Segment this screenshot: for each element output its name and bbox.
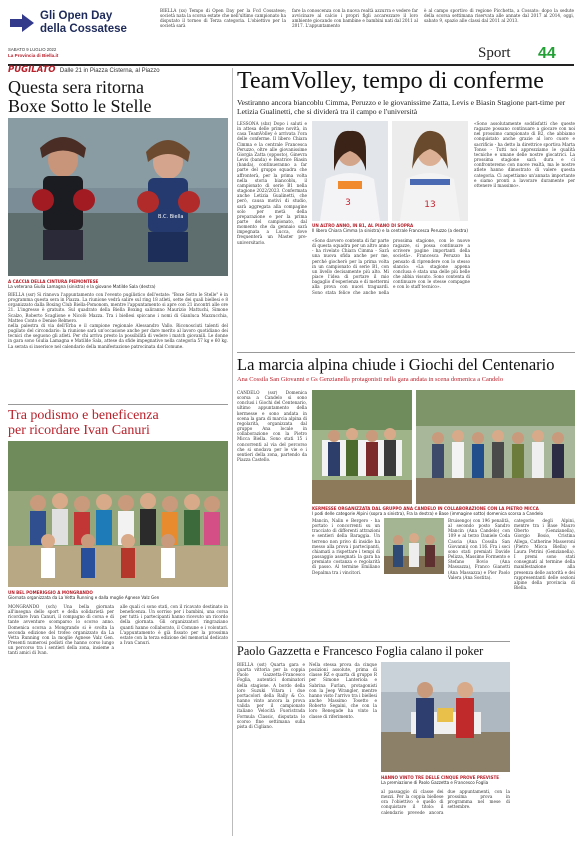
marcia-body-col3: Bruisengo) con 196 penalità, al secondo posto Sandro Mancin (Ana Candelo) con 109 e al terzo Daniele Coda Cascia (Ana Cossila San Giovanni) con 116. Fra i soci sono stati premiati Davide Pelizza, Massimo Formento e Stefano Bovio (Ana Massazza), Franco Gianotti (Ana Massazza) e Pier Paolo Valera (Ana Sostita).: [448, 518, 510, 580]
gazzetta-body-col3: al passaggio di classe dei mezzi. Per la coppia biellese ora l'obiettivo è quello di conquistare il titolo: il calendario prevede ancora due appuntamenti, con la prossima prova in programma nel mese di settembre.: [381, 789, 510, 815]
marcia-headline: La marcia alpina chiude i Giochi del Centenario: [237, 355, 555, 374]
gazzetta-photo: [381, 662, 510, 772]
pugilato-kicker-sub: Dalle 21 in Piazza Cisterna, al Piazzo: [59, 68, 160, 74]
marcia-photo-bottom: [384, 518, 444, 574]
beneficenza-body-col2: alle quali ci sono stati, con il ricavato destinato in beneficenza. Un sorriso per i bambini, una corsa per tutti: i partecipanti hanno ricevuto un ricordo della giornata. Gli organizzatori ringraziano quanti hanno collaborato, il Comune e i volontari. L'appuntamento è già fissato per la prossima estate con la terza edizione del memorial dedicato a Ivan Canuri.: [120, 604, 228, 646]
teamvolley-body-col1: LESSONA (sbz) Dopo i saluti e in attesa delle prime novità, in casa TeamVolley è arrivata l'ora delle conferme. Il libero Chiara Cimma e la centrale Francesca Peruzzo, oltre alle giovanissime Giorgia Zatta (opposto), Ginevra Levis (banda) e Beatrice Biasin (banda), continueranno a far parte del gruppo squadra che affronterà, per la prima volta nella storia biancoblu, il campionato di serie B1 nella stagione 2022/2023. Confermata anche Letizia Gualinetti, che però, causa motivi di studio, sarà aggregata alla compagine solo per metà della preparazione e per la prima parte del campionato, dal momento che da gennaio sarà impegnata a Lucca, dove frequenterà un Master pre-universitario.: [237, 121, 307, 245]
beneficenza-photo: [8, 441, 228, 587]
marcia-caption: [312, 506, 575, 516]
gazzetta-headline: Paolo Gazzetta e Francesco Foglia calano il poker: [237, 644, 484, 658]
teamvolley-caption: [312, 223, 470, 233]
teamvolley-caption-title: UN ALTRO ANNO, IN B1, AL PIANO DI SOPRA: [312, 223, 414, 228]
masthead-rule: [8, 64, 574, 66]
gazzetta-caption-text: La premiazione di Paolo Gazzetta e Francesco Foglia: [381, 780, 489, 785]
gazzetta-rule: [237, 641, 510, 642]
pugilato-kicker-label: PUGILATO: [8, 65, 56, 75]
teamvolley-body-col3: «Sono assolutamente soddisfatti che queste ragazze possano continuare a giocare con noi nel prossimo campionato di B2, che abbiamo conquistato anche grazie al loro cuore e sacrificio - ha detto la direttrice sportiva Marta Tonso - Tutti noi apprezziamo le qualità tecniche e umane delle nostre giocatrici. La prossima stagione sarà dura e ci confronteremo con nuove realtà, ma le nostre atlete hanno dimostrato di valere questa categoria. Ci aspettiamo un'annata importante e siamo pronti a lavorare duramente per ottenere il massimo».: [474, 121, 575, 188]
marcia-caption-title: KERMESSE ORGANIZZATA DAL GRUPPO ANA CANDELO IN COLLABORAZIONE CON LA PIETRO MICCA: [312, 506, 539, 511]
boxing-photo: [8, 118, 228, 276]
pugilato-caption-title: A CACCIA DELLA CINTURA PIEMONTESE: [8, 279, 99, 284]
marcia-photo-right: [416, 390, 575, 504]
pugilato-caption-text: La veterana Giulia Lamagna (sinistra) e la giovane Matilde Sala (destra): [8, 284, 156, 289]
marcia-caption-text: I podi delle categorie Alpini (sopra a sinistra), Fra la destra) e Base (immagine sotto) domenica scorsa a Candelo: [312, 511, 544, 516]
gazzetta-caption-title: HANNO VINTO TRE DELLE CINQUE PROVE PREVISTE: [381, 775, 500, 780]
teamvolley-headline: TeamVolley, tempo di conferme: [237, 68, 544, 94]
marcia-photo-left: [312, 390, 412, 504]
openday-text-col1: BIELLA (xs) Tempo di Open Day per la Fcd Cossatese; società nata la scorsa estate che nell'ultimo campionato ha disputato il torneo di Terza categoria. L'obiettivo per la società sarà: [160, 8, 286, 29]
marcia-rule: [237, 352, 575, 353]
beneficenza-headline: Tra podismo e beneficenza per ricordare Ivan Canuri: [8, 408, 159, 438]
beneficenza-caption-text: Giornata organizzata da La Vetta Running e dalla moglie Agnese Valz Gen: [8, 595, 160, 600]
openday-title: Gli Open Day della Cossatese: [40, 10, 127, 35]
arrow-icon: [10, 14, 34, 32]
masthead-date: SABATO 9 LUGLIO 2022: [8, 47, 57, 52]
marcia-body-col2: Mancin, Nalin e Bergero - ha portato i concorrenti su un tracciato di differenti attrazioni e sentieri della Baraggia. Un terreno non privo di insidie ha messo alla prova i partecipanti, chiamati a rispettare i tempi di passaggio assegnati: la gara ha premiato costanza e regolarità di passo. Al termine Emiliano Depalma tra i vincitori.: [312, 518, 380, 575]
pugilato-caption: [8, 279, 228, 289]
gazzetta-body-col2: Nella stessa prova da cinque posizioni assolute, prima di classe RZ e quarta di gruppo R per Simone Lanteriola e Sabrina Furlan, protagonisti con la Jeep Wrangler, mentre hanno visto l'arrivo tra i biellesi anche Massimo Tosetto e Roberto Segaini, che con la loro Renegade ha vinto la classe di riferimento.: [309, 662, 377, 719]
masthead: [8, 45, 574, 65]
masthead-paper: La Provincia di Biella.it: [8, 53, 59, 58]
openday-text-col3: è al campo sportivo di regione Picchetta, a Cossato: dopo la sedute della scorsa settimana riservata alle annate dal 2017 al 2014, oggi, sabato 9, spazio alle classi dal 2011 al 2013.: [424, 8, 574, 24]
marcia-subheadline: Ana Cossila San Giovanni e Gs Genzianella protagonisti nella gara andata in scena domenica a Candelo: [237, 376, 504, 383]
marcia-body-col1: CANDELO (ssr) Domenica scorsa a Candelo si sono conclusi i Giochi del Centenario, ultimo appuntamento della kermesse e sono andata in scena la gara di marcia alpina di regolarità, organizzata dal gruppo Ana locale in collaborazione con la Pietro Micca Biella. Sono stati 15 i concorrenti al via del percorso che si snodava per le vie e i sentieri della zona, partendo da Piazza Castello.: [237, 390, 307, 463]
openday-block: [8, 6, 574, 44]
section-label: Sport: [478, 45, 511, 61]
pugilato-headline: Questa sera ritorna Boxe Sotto le Stelle: [8, 77, 152, 116]
column-divider: [232, 68, 233, 836]
pugilato-body-p1: BIELLA (ssr) Si rinnova l'appuntamento con l'evento pugilistico dell'estate: "Boxe Sotto le Stelle" è in programma questa sera in Piazza. La riunione vedrà salire sul ring 18 atleti, sette dei quali biellesi e 8 organizzato dalla Boxing Club Biella-Pomonom, mentre l'appuntamento si apre con 21 incontri alle ore 21. L'ingresso è gratuito. Sul quadrato della Biella Boxing saliranno Maurizio Mattuchi, Simone Scalzo, Roberto Scaglione e Nicolò Mazza. Tra i biellesi spiccano i nomi di Gianluca Mazzucchia, Matteo Conto e Denise Relmero.: [8, 292, 228, 323]
teamvolley-photo-cimma: [312, 121, 388, 221]
beneficenza-body-col1: MONGRANDO (sch) Una bella giornata all'insegna dello sport e della solidarietà per ricordare Ivan Canuri, il compagno di corsa e di tante avventure scomparso lo scorso anno. Domenica scorsa a Mongrando si è svolta la seconda edizione del trofeo organizzato da La Vetta Running con la moglie Agnese Valz Gen. Presenti numerosi podisti che hanno corso lungo un percorso tra i sentieri della zona, insieme a tanti amici di Ivan.: [8, 604, 114, 656]
svg-text:B.C. Biella: B.C. Biella: [158, 214, 184, 220]
teamvolley-body-col2: «Sono davvero contenta di far parte di questa squadra per un altro anno - ha rivelato Chiara Cimma - Sarà una nuova sfida anche per me, perché giocherò per la prima volta in un campionato di serie B1, con un livello decisamente più alto. Mi piace l'idea di portare il mio bagaglio d'esperienza e di mettermi alla prova con nuovi traguardi. Sono stata felice che anche nella prossima stagione, con le nuove ragazze, si possa continuare a scrivere pagine importanti della società». Francesca Peruzzo ha pensato di riprendere con lo stesso slancio: «La stagione appena conclusa è stata una delle più belle che abbia vissuto. Sono contenta di continuare con le stesse compagne e con lo staff tecnico».: [312, 238, 470, 295]
pugilato-body-p2: nella palestra di via dell'Erba e il campione regionale Alessandro Vallo. Riconosciuti talenti del pugilato del circondario: la riunione sarà un'occasione anche per dare merito al lavoro quotidiano dei tecnici che seguono gli atleti. Per chi arriva presto la possibilità di vedere i match giovanili. Le donne in gara sono Giulia Lamagna e Matilde Sala, attese da sfide impegnative nella categoria 57 kg e 60 kg. La serata si inserisce nel calendario della manifestazione patrocinata dal Comune.: [8, 322, 228, 349]
beneficenza-rule: [8, 404, 228, 405]
beneficenza-caption-title: UN BEL POMERIGGIO A MONGRANDO: [8, 590, 93, 595]
marcia-body-col4: categorie degli Alpini, mentre tra i Base Mauro Oberto (Genzianella), Giorgio Bosio, Cristina Allega, Catherine Masseroni (Pietro Micca Biella) e Laura Petrini (Genzianella). I premi sono stati consegnati al termine della manifestazione alla presenza delle autorità e dei rappresentanti delle sezioni alpine della provincia di Biella.: [514, 518, 575, 591]
beneficenza-caption: [8, 590, 228, 600]
openday-text-col2: fare la conoscenza con la nuova realtà azzurra e vedere far avvicinare al calcio i propri figli accarezzare il loro ambiente giocando con bambine e bambini nati dal 2011 al 2017. L'appuntamento: [292, 8, 418, 29]
page-number: 44: [538, 45, 556, 62]
svg-text:13: 13: [424, 200, 436, 210]
teamvolley-photo-peruzzo: [392, 121, 468, 221]
teamvolley-subheadline: Vestiranno ancora biancoblu Cimma, Peruzzo e le giovanissime Zatta, Levis e Biasin Stagione part-time per Letizia Gualinetti, che si dividerà tra il campo e l'università: [237, 98, 566, 117]
gazzetta-caption: [381, 775, 510, 785]
gazzetta-body-col1: BIELLA (sst) Quarta gara e quarta vittoria per la coppia Paolo Gazzetta-Francesco Foglia, autentici dominatori della stagione. A bordo della loro Suzuki Vitara i due portacolori della Rally & Co. hanno vinto ancora la prova valida per il campionato italiano Velocità Fuoristrada Formula Classic, disputata lo scorso fine settimana sulla pista di Cigliano.: [237, 662, 305, 729]
pugilato-body: [8, 292, 228, 404]
teamvolley-caption-text: Il libero Chiara Cimma (a sinistra) e la centrale Francesca Peruzzo (a destra): [312, 228, 469, 233]
svg-text:3: 3: [345, 198, 351, 208]
